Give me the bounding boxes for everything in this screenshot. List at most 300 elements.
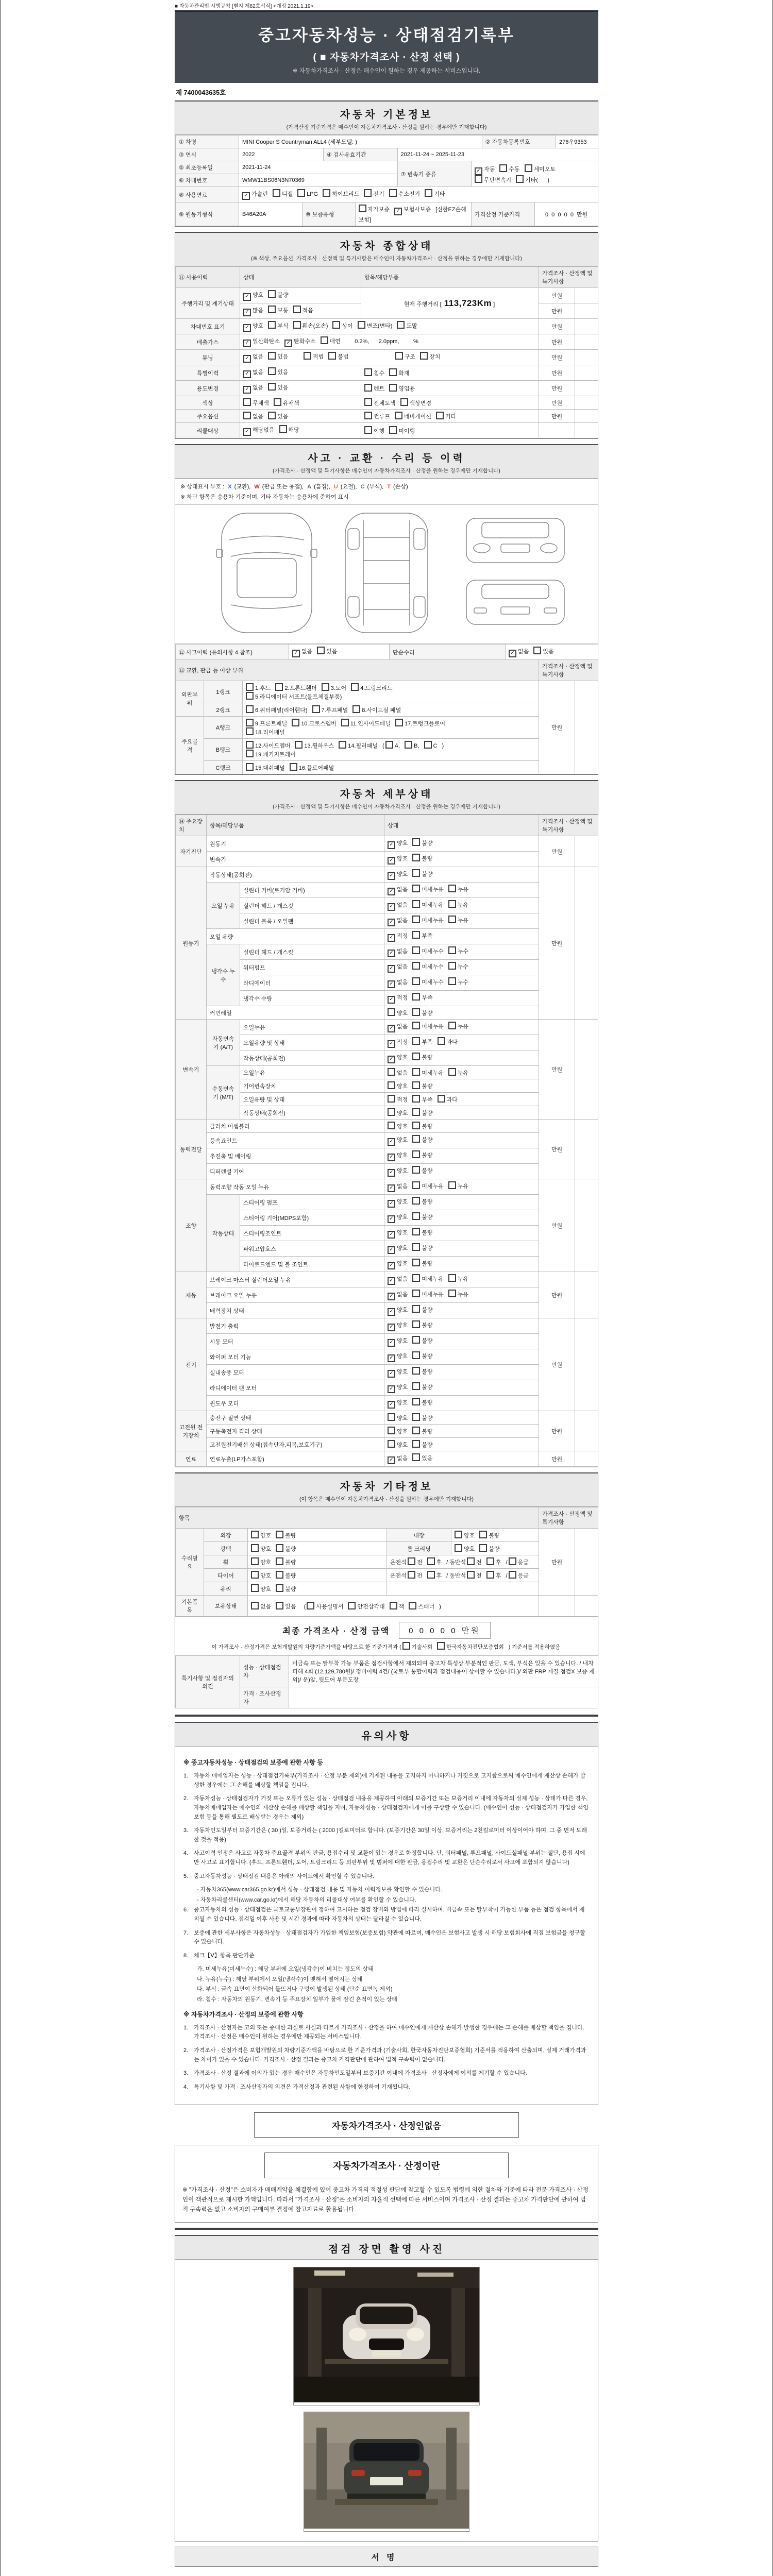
checkbox-label: 매연 — [329, 338, 341, 345]
checkbox-unchecked[interactable] — [385, 741, 393, 749]
checkbox-unchecked[interactable] — [341, 719, 349, 726]
checkbox-unchecked[interactable] — [364, 398, 372, 406]
state-cell — [384, 1066, 539, 1079]
checkbox-unchecked[interactable] — [246, 741, 254, 749]
checkbox-label: 불량 — [422, 1429, 433, 1435]
checkbox-unchecked[interactable] — [389, 189, 397, 197]
checkbox-unchecked[interactable] — [436, 412, 444, 419]
checkbox-label: 양호 — [397, 1400, 408, 1406]
remarks-cell — [575, 1318, 598, 1411]
checkbox-label: 부식 — [277, 323, 289, 329]
checkbox-unchecked[interactable] — [307, 1602, 314, 1609]
checkbox-unchecked[interactable] — [455, 1531, 462, 1538]
checkbox-unchecked[interactable] — [408, 1557, 415, 1565]
checkbox-unchecked[interactable] — [359, 205, 366, 212]
checkbox-unchecked[interactable] — [412, 1305, 420, 1313]
price-cell: 만원 — [539, 836, 575, 867]
rank-items — [243, 761, 539, 774]
checkbox-unchecked[interactable] — [486, 1571, 494, 1579]
checkbox-unchecked[interactable] — [251, 1557, 259, 1565]
checkbox-unchecked[interactable] — [412, 1068, 420, 1076]
checkbox-unchecked[interactable] — [438, 1037, 445, 1045]
checkbox-checked[interactable] — [388, 857, 395, 865]
remarks-cell — [575, 1411, 598, 1451]
checkbox-unchecked[interactable] — [268, 290, 276, 298]
checkbox-checked[interactable] — [388, 1169, 395, 1177]
item-label: 동력조향 작동 오일 누유 — [207, 1179, 384, 1195]
checkbox-label: 2.프론트휀더 — [284, 685, 317, 691]
checkbox-unchecked[interactable] — [412, 838, 420, 846]
checkbox-unchecked[interactable] — [276, 1544, 283, 1552]
item-label: 냉각수 수량 — [240, 991, 384, 1006]
checkbox-checked[interactable] — [388, 1385, 395, 1393]
item-label: 실린더 커버(로커암 커버) — [240, 883, 384, 898]
checkbox-unchecked[interactable] — [412, 1413, 420, 1421]
remarks-cell — [575, 423, 598, 438]
checkbox-unchecked[interactable] — [317, 647, 325, 654]
checkbox-checked[interactable] — [388, 1354, 395, 1362]
final-price-row — [175, 1617, 598, 1641]
text — [353, 354, 394, 360]
checkbox-unchecked[interactable] — [304, 352, 311, 360]
checkbox-label: 있음 — [277, 414, 289, 420]
checkbox-unchecked[interactable] — [388, 1427, 395, 1434]
checkbox-unchecked[interactable] — [268, 383, 276, 391]
checkbox-checked[interactable] — [388, 1339, 395, 1347]
checkbox-checked[interactable] — [388, 919, 395, 926]
checkbox-unchecked[interactable] — [467, 1557, 475, 1565]
checkbox-unchecked[interactable] — [388, 1081, 395, 1089]
checkbox-unchecked[interactable] — [479, 1544, 487, 1552]
item-label: 구동축전지 격리 상태 — [207, 1425, 384, 1438]
checkbox-unchecked[interactable] — [351, 683, 359, 691]
checkbox-label: 불량 — [422, 1369, 433, 1375]
checkbox-unchecked[interactable] — [268, 412, 276, 419]
value-transmission-type — [472, 161, 598, 187]
checkbox-unchecked[interactable] — [533, 647, 541, 654]
col-detail-state: 상태 — [384, 815, 539, 836]
checkbox-label: 전 — [416, 1560, 423, 1566]
checkbox-unchecked[interactable] — [388, 1095, 395, 1103]
checkbox-unchecked[interactable] — [438, 1095, 445, 1103]
checkbox-unchecked[interactable] — [275, 683, 283, 691]
basic-info-header — [175, 101, 598, 135]
checkbox-checked[interactable] — [388, 950, 395, 957]
table-row — [176, 1020, 598, 1035]
checkbox-unchecked[interactable] — [437, 1642, 445, 1650]
checkbox-label: 없음 — [397, 979, 408, 986]
checkbox-label: 해당 — [288, 427, 299, 433]
checkbox-checked[interactable] — [388, 1262, 395, 1269]
item-label: 오일누유 — [240, 1066, 384, 1079]
checkbox-checked[interactable] — [388, 934, 395, 942]
checkbox-label: 일산화탄소 — [253, 338, 280, 345]
checkbox-unchecked[interactable] — [323, 189, 330, 197]
checkbox-unchecked[interactable] — [516, 175, 524, 183]
caution-item-number: 5. — [183, 1873, 189, 1879]
checkbox-unchecked[interactable] — [400, 398, 408, 406]
checkbox-checked[interactable] — [243, 386, 251, 394]
checkbox-unchecked[interactable] — [412, 1351, 420, 1359]
checkbox-unchecked[interactable] — [388, 1122, 395, 1129]
checkbox-unchecked[interactable] — [412, 946, 420, 954]
checkbox-checked[interactable] — [388, 888, 395, 895]
checkbox-label: 14.필러패널 — [348, 743, 378, 749]
checkbox-unchecked[interactable] — [412, 1243, 420, 1251]
checkbox-unchecked[interactable] — [409, 1602, 416, 1609]
checkbox-checked[interactable] — [388, 1246, 395, 1254]
basic-info-title: 자동차 기본정보 — [340, 109, 433, 121]
checkbox-label: 누유 — [457, 1276, 469, 1282]
checkbox-unchecked[interactable] — [297, 189, 305, 197]
checkbox-unchecked[interactable] — [455, 1544, 462, 1552]
checkbox-unchecked[interactable] — [427, 1571, 435, 1579]
checkbox-unchecked[interactable] — [412, 1095, 420, 1103]
checkbox-checked[interactable] — [243, 293, 251, 301]
photos-header — [175, 2236, 598, 2260]
checkbox-label: 8.사이드실 패널 — [362, 707, 401, 714]
item-label: 실린더 헤드 / 개스킷 — [240, 944, 384, 960]
checkbox-unchecked[interactable] — [276, 1584, 283, 1592]
checkbox-unchecked[interactable] — [268, 321, 276, 329]
checkbox-unchecked[interactable] — [412, 1259, 420, 1266]
state-cell — [384, 1349, 539, 1365]
checkbox-unchecked[interactable] — [412, 1053, 420, 1060]
checkbox-unchecked[interactable] — [412, 1320, 420, 1328]
checkbox-checked[interactable] — [388, 1324, 395, 1331]
checkbox-label: 전 — [416, 1573, 423, 1579]
checkbox-unchecked[interactable] — [268, 352, 276, 360]
checkbox-unchecked[interactable] — [276, 1531, 283, 1538]
checkbox-unchecked[interactable] — [448, 1290, 456, 1297]
checkbox-label: 있음 — [277, 385, 289, 391]
checkbox-unchecked[interactable] — [412, 1197, 420, 1205]
checkbox-checked[interactable] — [243, 324, 251, 332]
checkbox-unchecked[interactable] — [246, 692, 254, 700]
checkbox-checked[interactable] — [388, 1200, 395, 1208]
checkbox-unchecked[interactable] — [395, 412, 402, 419]
checkbox-checked[interactable] — [284, 340, 292, 347]
checkbox-checked[interactable] — [243, 370, 251, 378]
checkbox-unchecked[interactable] — [243, 398, 251, 406]
checkbox-unchecked[interactable] — [364, 368, 372, 376]
value-fuel-type — [239, 187, 598, 202]
caution-sub-item: 가. 미세누유(미세누수) : 해당 부위에 오일(냉각수)이 비치는 정도의 상태 — [197, 1966, 374, 1973]
checkbox-unchecked[interactable] — [412, 854, 420, 861]
table-row — [176, 319, 598, 334]
checkbox-label: 침수 — [374, 370, 385, 377]
checkbox-unchecked[interactable] — [268, 367, 276, 375]
item-label: 등속죠인트 — [207, 1133, 384, 1148]
checkbox-checked[interactable] — [388, 1025, 395, 1032]
checkbox-label: 양호 — [397, 1055, 408, 1061]
checkbox-unchecked[interactable] — [243, 412, 251, 419]
checkbox-unchecked[interactable] — [412, 1122, 420, 1129]
checkbox-label: 16.플로어패널 — [298, 765, 334, 771]
checkbox-checked[interactable] — [388, 1056, 395, 1063]
checkbox-checked[interactable] — [509, 650, 516, 657]
checkbox-checked[interactable] — [243, 355, 251, 363]
checkbox-unchecked[interactable] — [332, 321, 340, 329]
checkbox-checked[interactable] — [388, 841, 395, 849]
checkbox-checked[interactable] — [388, 1040, 395, 1048]
checkbox-unchecked[interactable] — [352, 705, 360, 713]
checkbox-label: 부족 — [422, 933, 433, 939]
checkbox-unchecked[interactable] — [412, 885, 420, 892]
caution-sub-item: 나. 누유(누수) : 해당 부위에서 오일(냉각수)이 맺혀서 떨어지는 상태 — [197, 1976, 363, 1982]
checkbox-checked[interactable] — [394, 208, 402, 215]
checkbox-unchecked[interactable] — [397, 321, 405, 329]
checkbox-unchecked[interactable] — [292, 719, 299, 726]
checkbox-unchecked[interactable] — [295, 741, 303, 749]
text: 이 가격조사 · 산정가격은 보험개발원의 차량기준가액을 바탕으로 한 기준가격과 ( — [211, 1644, 401, 1650]
checkbox-checked[interactable] — [388, 1277, 395, 1285]
price-cell: 만원 — [539, 1120, 575, 1179]
checkbox-unchecked[interactable] — [412, 1290, 420, 1297]
checkbox-unchecked[interactable] — [448, 916, 456, 923]
checkbox-checked[interactable] — [388, 1184, 395, 1192]
checkbox-unchecked[interactable] — [402, 1642, 410, 1650]
checkbox-label: 미세누수 — [422, 948, 444, 955]
checkbox-unchecked[interactable] — [412, 1008, 420, 1016]
checkbox-unchecked[interactable] — [412, 977, 420, 985]
checkbox-unchecked[interactable] — [427, 1557, 435, 1565]
checkbox-unchecked[interactable] — [388, 1108, 395, 1116]
checkbox-unchecked[interactable] — [448, 1274, 456, 1282]
checkbox-unchecked[interactable] — [412, 1022, 420, 1029]
checkbox-unchecked[interactable] — [412, 1081, 420, 1089]
checkbox-unchecked[interactable] — [276, 1571, 283, 1579]
checkbox-unchecked[interactable] — [448, 962, 456, 970]
checkbox-checked[interactable] — [243, 309, 251, 316]
checkbox-unchecked[interactable] — [251, 1584, 259, 1592]
checkbox-unchecked[interactable] — [364, 384, 372, 392]
checkbox-unchecked[interactable] — [486, 1557, 494, 1565]
checkbox-unchecked[interactable] — [246, 683, 254, 691]
table-row — [176, 1334, 598, 1349]
remarks-cell — [575, 319, 598, 334]
section-comprehensive-state — [175, 232, 598, 439]
checkbox-unchecked[interactable] — [364, 189, 372, 197]
checkbox-unchecked[interactable] — [389, 426, 397, 434]
checkbox-unchecked[interactable] — [388, 1440, 395, 1448]
checkbox-label: 썬루프 — [374, 414, 390, 420]
checkbox-unchecked[interactable] — [273, 189, 280, 197]
checkbox-unchecked[interactable] — [412, 900, 420, 908]
checkbox-unchecked[interactable] — [412, 1108, 420, 1116]
checkbox-unchecked[interactable] — [525, 164, 532, 172]
checkbox-unchecked[interactable] — [328, 352, 336, 360]
caution-item-text: 특기사항 및 가격 · 조사산정자의 의견은 가격산정과 관련된 사항에 한정하여 기재됩니다. — [194, 2083, 410, 2090]
checkbox-checked[interactable] — [475, 167, 482, 175]
checkbox-unchecked[interactable] — [276, 1602, 283, 1609]
item-label: 브레이크 마스터 실린더오일 누유 — [207, 1272, 384, 1287]
checkbox-unchecked[interactable] — [412, 1037, 420, 1045]
checkbox-unchecked[interactable] — [390, 1602, 397, 1609]
checkbox-unchecked[interactable] — [251, 1602, 259, 1609]
checkbox-label: 과다 — [446, 1039, 458, 1045]
checkbox-unchecked[interactable] — [467, 1571, 475, 1579]
remarks-cell — [575, 836, 598, 867]
checkbox-checked[interactable] — [243, 428, 251, 436]
checkbox-unchecked[interactable] — [412, 1212, 420, 1220]
checkbox-unchecked[interactable] — [509, 1571, 516, 1579]
item-cell — [361, 396, 539, 410]
caution-item-text: 체크【Ⅴ】항목 판단기준 — [194, 1952, 255, 1959]
checkbox-unchecked[interactable] — [268, 306, 276, 313]
checkbox-unchecked[interactable] — [246, 763, 254, 771]
checkbox-unchecked[interactable] — [412, 1135, 420, 1143]
checkbox-unchecked[interactable] — [246, 705, 254, 713]
checkbox-unchecked[interactable] — [420, 352, 428, 360]
checkbox-unchecked[interactable] — [246, 719, 254, 726]
checkbox-unchecked[interactable] — [424, 741, 432, 749]
item-label: 스티어링 펌프 — [240, 1195, 384, 1210]
checkbox-unchecked[interactable] — [448, 1181, 456, 1189]
checkbox-checked[interactable] — [388, 1401, 395, 1409]
checkbox-unchecked[interactable] — [412, 916, 420, 923]
checkbox-unchecked[interactable] — [274, 398, 281, 406]
checkbox-unchecked[interactable] — [293, 321, 301, 329]
checkbox-unchecked[interactable] — [251, 1531, 259, 1538]
checkbox-checked[interactable] — [242, 192, 250, 200]
checkbox-unchecked[interactable] — [412, 993, 420, 1001]
checkbox-unchecked[interactable] — [293, 306, 301, 313]
price-cell: 만원 — [539, 1451, 575, 1467]
checkbox-unchecked[interactable] — [246, 727, 254, 735]
checkbox-unchecked[interactable] — [389, 368, 397, 376]
checkbox-label: 미세누유 — [422, 1024, 444, 1030]
car-topview-body — [222, 513, 312, 633]
checkbox-unchecked[interactable] — [412, 1336, 420, 1344]
item-label: 와이퍼 모터 기능 — [207, 1349, 384, 1365]
checkbox-label: 불량 — [422, 1137, 433, 1143]
checkbox-label: 누유 — [457, 1070, 469, 1076]
checkbox-unchecked[interactable] — [405, 741, 412, 749]
checkbox-unchecked[interactable] — [348, 1602, 356, 1609]
checkbox-unchecked[interactable] — [395, 719, 403, 726]
checkbox-unchecked[interactable] — [475, 175, 482, 183]
checkbox-unchecked[interactable] — [412, 1440, 420, 1448]
checkbox-unchecked[interactable] — [448, 946, 456, 954]
col-state: 상태 — [240, 267, 361, 288]
table-row — [176, 717, 598, 739]
checkbox-unchecked[interactable] — [448, 1068, 456, 1076]
checkbox-checked[interactable] — [388, 1215, 395, 1223]
checkbox-checked[interactable] — [243, 340, 251, 347]
state-cell — [384, 1006, 539, 1020]
checkbox-unchecked[interactable] — [509, 1557, 516, 1565]
checkbox-unchecked[interactable] — [251, 1544, 259, 1552]
checkbox-unchecked[interactable] — [412, 1274, 420, 1282]
checkbox-unchecked[interactable] — [388, 1413, 395, 1421]
checkbox-checked[interactable] — [388, 1293, 395, 1300]
checkbox-label: 불량 — [489, 1546, 500, 1552]
checkbox-unchecked[interactable] — [322, 683, 329, 691]
table-row — [176, 1380, 598, 1396]
checkbox-checked[interactable] — [388, 1138, 395, 1146]
state-cell — [248, 1569, 387, 1582]
checkbox-unchecked[interactable] — [412, 1181, 420, 1189]
checkbox-checked[interactable] — [388, 903, 395, 911]
checkbox-unchecked[interactable] — [412, 869, 420, 877]
checkbox-unchecked[interactable] — [389, 384, 397, 392]
checkbox-label: 후 — [436, 1573, 442, 1579]
checkbox-unchecked[interactable] — [412, 1382, 420, 1390]
item-label: 원동기 — [207, 836, 384, 852]
checkbox-unchecked[interactable] — [412, 1453, 420, 1461]
checkbox-label: 미세누유 — [422, 902, 444, 908]
checkbox-checked[interactable] — [388, 872, 395, 880]
checkbox-unchecked[interactable] — [412, 1427, 420, 1434]
checkbox-unchecked[interactable] — [358, 321, 365, 329]
checkbox-checked[interactable] — [388, 1154, 395, 1161]
checkbox-checked[interactable] — [388, 996, 395, 1004]
checkbox-unchecked[interactable] — [412, 962, 420, 970]
checkbox-unchecked[interactable] — [388, 1008, 395, 1016]
checkbox-unchecked[interactable] — [276, 1557, 283, 1565]
checkbox-unchecked[interactable] — [251, 1571, 259, 1579]
checkbox-unchecked[interactable] — [499, 164, 507, 172]
state-cell — [384, 1287, 539, 1303]
value-warranty-type — [355, 202, 472, 226]
checkbox-unchecked[interactable] — [412, 1228, 420, 1235]
checkbox-checked[interactable] — [388, 1370, 395, 1378]
checkbox-unchecked[interactable] — [448, 885, 456, 892]
checkbox-unchecked[interactable] — [448, 900, 456, 908]
checkbox-unchecked[interactable] — [412, 931, 420, 939]
checkbox-unchecked[interactable] — [395, 352, 403, 360]
checkbox-unchecked[interactable] — [364, 426, 372, 434]
checkbox-unchecked[interactable] — [412, 1166, 420, 1174]
checkbox-checked[interactable] — [292, 650, 300, 657]
checkbox-label: 없음 — [253, 414, 264, 420]
checkbox-label: 5.라디에이터 서포트(볼트체결부품) — [255, 694, 342, 700]
checkbox-checked[interactable] — [388, 1231, 395, 1239]
caution-item-text: 보증에 관한 세부사항은 자동차성능 · 상태점검자가 가입한 책임보험(보증보험) 약관에 따르며, 매수인은 보험사고 발생 시 해당 보험회사에 직접 보험금을 청구할 수 있습니다. — [194, 1929, 585, 1945]
checkbox-unchecked[interactable] — [388, 1068, 395, 1076]
checkbox-checked[interactable] — [388, 1308, 395, 1316]
checkbox-unchecked[interactable] — [425, 189, 432, 197]
section-photos — [175, 2235, 598, 2541]
value-accident-history — [289, 645, 390, 660]
checkbox-checked[interactable] — [388, 980, 395, 988]
checkbox-unchecked[interactable] — [312, 705, 320, 713]
col-price-remarks: 가격조사 · 산정액 및 특기사항 — [539, 267, 598, 288]
caution-sub-item: - 자동차365(www.car365.go.kr)에서 성능 · 상태점검 내용 및 자동차 이력정보를 확인할 수 있습니다. — [197, 1887, 442, 1893]
item-label: 실내송풍 모터 — [207, 1365, 384, 1380]
checkbox-unchecked[interactable] — [412, 1150, 420, 1158]
checkbox-unchecked[interactable] — [290, 763, 297, 771]
caution-item-text: 사고이력 인정은 사고로 자동차 주요골격 부위의 판금, 용접수리 및 교환이 있는 경우로 한정합니다. 단, 쿼터패널, 루프패널, 사이드실패널 부위는 절단, 용접 시에만 사고로 표기합니다. (후드, 프론트휀더, 도어, 트렁크리드 등 외판부위 및 범퍼에 대한 판금, 용접수리 및 교환은 단순수리로서 사고에 포함되지 않습니다) — [194, 1850, 585, 1866]
checkbox-unchecked[interactable] — [448, 1022, 456, 1029]
checkbox-unchecked[interactable] — [321, 336, 328, 344]
checkbox-label: 불량 — [422, 840, 433, 846]
checkbox-checked[interactable] — [388, 1456, 395, 1464]
caution-item-number: 2. — [183, 1795, 189, 1802]
checkbox-unchecked[interactable] — [412, 1398, 420, 1405]
checkbox-unchecked[interactable] — [246, 750, 254, 757]
checkbox-unchecked[interactable] — [339, 741, 346, 749]
checkbox-checked[interactable] — [388, 965, 395, 973]
comprehensive-note: (※ 색상, 주요옵션, 가격조사 · 산정액 및 특기사항은 매수인이 자동차가격조사 · 산정을 원하는 경우에만 기재합니다) — [251, 256, 522, 262]
checkbox-unchecked[interactable] — [364, 412, 372, 419]
checkbox-unchecked[interactable] — [412, 1367, 420, 1375]
checkbox-unchecked[interactable] — [448, 977, 456, 985]
checkbox-unchecked[interactable] — [408, 1571, 415, 1579]
checkbox-unchecked[interactable] — [279, 425, 287, 433]
checkbox-unchecked[interactable] — [479, 1531, 487, 1538]
